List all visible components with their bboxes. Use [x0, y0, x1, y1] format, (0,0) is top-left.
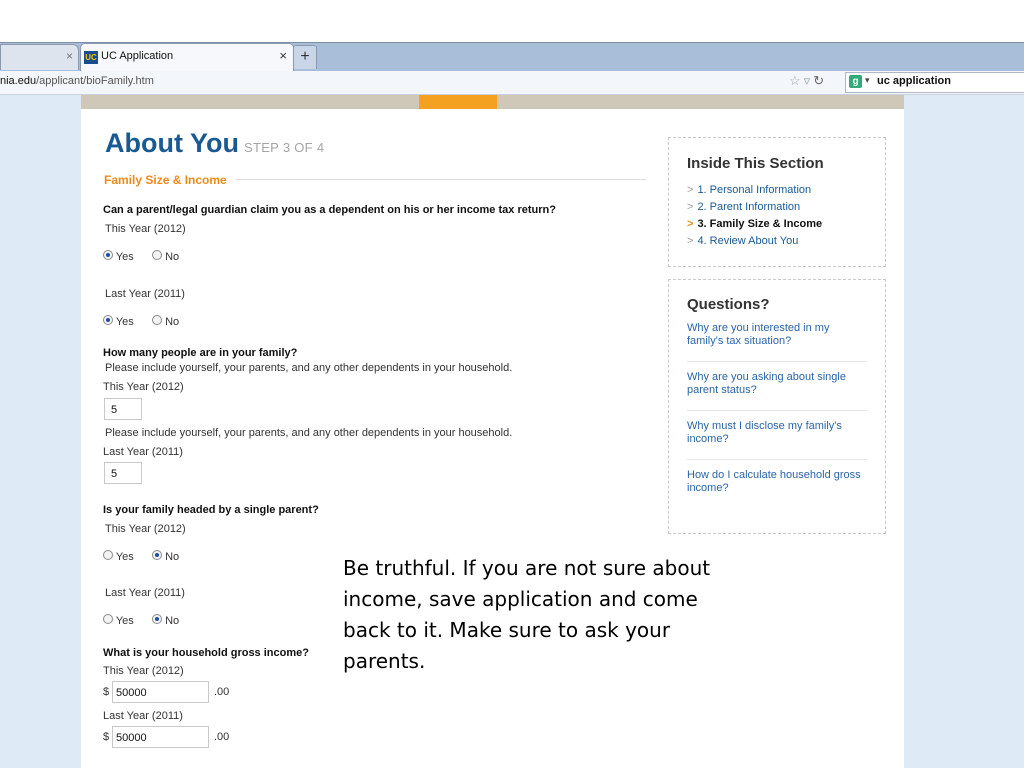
- faq-link-gross-income[interactable]: How do I calculate household gross income?: [687, 469, 861, 494]
- q2-hint: Please include yourself, your parents, and any other dependents in your household.: [105, 362, 513, 374]
- section-title: Family Size & Income: [104, 173, 227, 187]
- reload-icon[interactable]: ↻: [813, 73, 828, 88]
- radio-icon[interactable]: [152, 250, 162, 260]
- faq-link-single-parent[interactable]: Why are you asking about single parent status?: [687, 371, 846, 396]
- address-bar-icons: [789, 73, 827, 89]
- chevron-right-icon: >: [687, 184, 694, 196]
- q2-hint-last-year: Please include yourself, your parents, and any other dependents in your household.: [105, 427, 513, 439]
- faq-divider: [687, 459, 867, 460]
- q3-last-year-no-radio[interactable]: No: [152, 614, 179, 627]
- faq-link-tax-situation[interactable]: Why are you interested in my family's tax situation?: [687, 322, 830, 347]
- q3-this-year-no-radio[interactable]: No: [152, 550, 179, 563]
- radio-selected-icon[interactable]: [103, 315, 113, 325]
- sidebar-item-parent-information[interactable]: > 2. Parent Information: [687, 201, 801, 213]
- url-domain: nia.edu: [0, 75, 37, 87]
- advice-callout-text: Be truthful. If you are not sure about income, save application and come back to it. Make sure to ask your parents.: [343, 556, 711, 673]
- google-search-icon[interactable]: g: [849, 75, 862, 88]
- q1-last-year-label: Last Year (2011): [105, 288, 185, 300]
- gross-income-question: What is your household gross income?: [103, 647, 309, 659]
- star-icon[interactable]: ☆: [789, 73, 804, 88]
- dependent-question: Can a parent/legal guardian claim you as a dependent on his or her income tax return?: [103, 204, 556, 216]
- gross-income-this-year-input[interactable]: 50000: [112, 681, 209, 703]
- q1-this-year-no-radio[interactable]: No: [152, 250, 179, 263]
- new-tab-button[interactable]: +: [293, 45, 317, 69]
- currency-symbol: $: [103, 731, 110, 743]
- radio-selected-icon[interactable]: [152, 550, 162, 560]
- radio-icon[interactable]: [152, 315, 162, 325]
- close-tab-icon[interactable]: ×: [279, 48, 287, 63]
- q1-last-year-no-radio[interactable]: No: [152, 315, 179, 328]
- step-progress-current: [419, 95, 497, 109]
- inside-section-title: Inside This Section: [687, 155, 824, 172]
- page-title: About You: [105, 128, 239, 158]
- chevron-down-icon[interactable]: ▾: [865, 75, 870, 85]
- q2-this-year-label: This Year (2012): [103, 381, 184, 393]
- uc-favicon-icon: UC: [85, 53, 97, 62]
- currency-symbol: $: [103, 686, 110, 698]
- url-field[interactable]: [0, 75, 154, 87]
- q4-last-year-label: Last Year (2011): [103, 710, 183, 722]
- chevron-right-icon: >: [687, 201, 694, 213]
- sidebar-item-review-about-you[interactable]: > 4. Review About You: [687, 235, 799, 247]
- radio-icon[interactable]: [103, 550, 113, 560]
- q1-this-year-label: This Year (2012): [105, 223, 186, 235]
- browser-tab-active[interactable]: [80, 43, 294, 71]
- faq-link-disclose-income[interactable]: Why must I disclose my family's income?: [687, 420, 842, 445]
- url-path: /applicant/bioFamily.htm: [36, 75, 154, 87]
- family-size-last-year-input[interactable]: 5: [104, 462, 142, 484]
- cents-label: .00: [214, 731, 230, 743]
- questions-panel: [668, 279, 886, 534]
- q1-last-year-yes-radio[interactable]: Yes: [103, 315, 134, 328]
- faq-divider: [687, 361, 867, 362]
- radio-selected-icon[interactable]: [103, 250, 113, 260]
- q1-this-year-yes-radio[interactable]: Yes: [103, 250, 134, 263]
- q3-this-year-yes-radio[interactable]: Yes: [103, 550, 134, 563]
- q4-this-year-label: This Year (2012): [103, 665, 184, 677]
- radio-icon[interactable]: [103, 614, 113, 624]
- faq-divider: [687, 410, 867, 411]
- q3-last-year-label: Last Year (2011): [105, 587, 185, 599]
- tab-title: UC Application: [101, 50, 174, 62]
- q3-this-year-label: This Year (2012): [105, 523, 186, 535]
- family-size-this-year-input[interactable]: 5: [104, 398, 142, 420]
- q2-last-year-label: Last Year (2011): [103, 446, 183, 458]
- chevron-right-icon: >: [687, 235, 694, 247]
- browser-tab-inactive[interactable]: [0, 44, 79, 70]
- section-divider: [236, 179, 646, 180]
- close-tab-icon[interactable]: ×: [65, 49, 73, 63]
- dropdown-icon[interactable]: ▿: [803, 73, 814, 88]
- cents-label: .00: [214, 686, 230, 698]
- single-parent-question: Is your family headed by a single parent?: [103, 504, 319, 516]
- sidebar-item-family-size-income[interactable]: > 3. Family Size & Income: [687, 218, 823, 230]
- sidebar-item-personal-information[interactable]: > 1. Personal Information: [687, 184, 812, 196]
- gross-income-last-year-input[interactable]: 50000: [112, 726, 209, 748]
- q3-last-year-yes-radio[interactable]: Yes: [103, 614, 134, 627]
- search-query: uc application: [877, 75, 951, 87]
- radio-selected-icon[interactable]: [152, 614, 162, 624]
- step-progress-bar: [81, 95, 904, 109]
- questions-title: Questions?: [687, 296, 770, 313]
- chevron-right-icon: >: [687, 218, 694, 230]
- family-size-question: How many people are in your family?: [103, 347, 298, 359]
- search-box[interactable]: [845, 72, 1024, 93]
- step-indicator: STEP 3 OF 4: [244, 140, 325, 155]
